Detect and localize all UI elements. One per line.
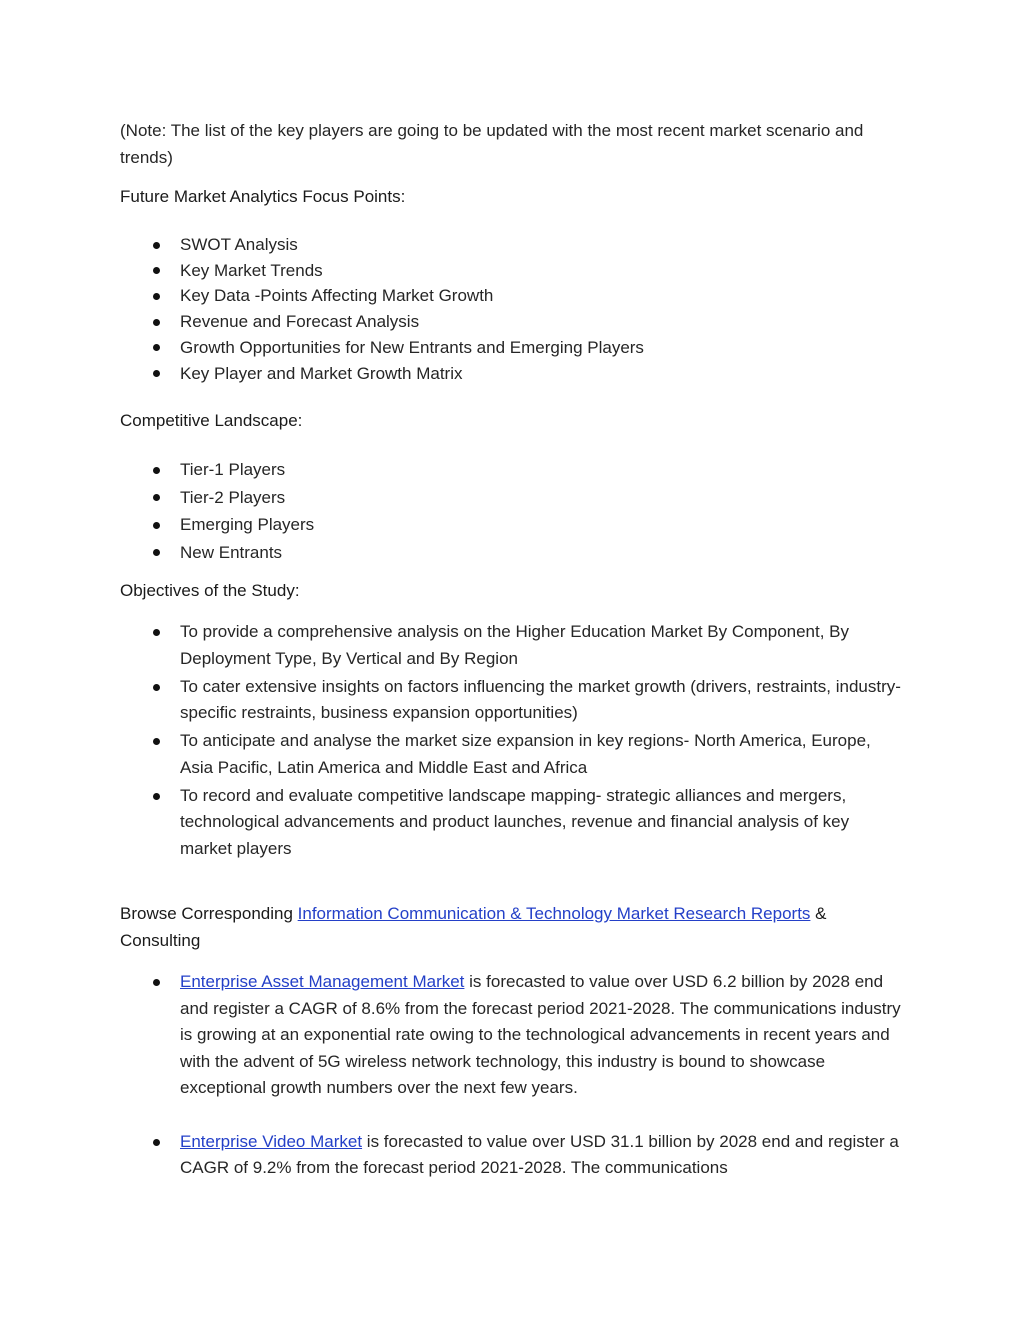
list-item: To anticipate and analyse the market size expansion in key regions- North America, Europe, Asia Pacific, Latin America and Middle East and Africa bbox=[120, 728, 905, 781]
competitive-heading: Competitive Landscape: bbox=[120, 411, 303, 431]
list-item: New Entrants bbox=[120, 539, 905, 567]
list-item: Revenue and Forecast Analysis bbox=[120, 309, 905, 335]
bullet-icon bbox=[153, 293, 160, 300]
bullet-icon bbox=[153, 738, 160, 745]
list-item: Emerging Players bbox=[120, 511, 905, 539]
list-item: Key Market Trends bbox=[120, 258, 905, 284]
list-item: To record and evaluate competitive landscape mapping- strategic alliances and mergers, technological advancements and product launches, revenue and financial analysis of key market players bbox=[120, 783, 905, 863]
list-item: Enterprise Asset Management Market is forecasted to value over USD 6.2 billion by 2028 end and register a CAGR of 8.6% from the forecast period 2021-2028. The communications industry is growing at an exponential rate owing to the technological advancements in recent years and with the advent of 5G wireless network technology, this industry is bound to showcase exceptional growth numbers over the next few years. bbox=[120, 969, 905, 1102]
list-item: Growth Opportunities for New Entrants and Emerging Players bbox=[120, 335, 905, 361]
enterprise-video-link[interactable]: Enterprise Video Market bbox=[180, 1131, 363, 1151]
bullet-icon bbox=[153, 344, 160, 351]
browse-heading: Browse Corresponding Information Communication & Technology Market Research Reports & Consulting bbox=[120, 904, 827, 950]
list-item: SWOT Analysis bbox=[120, 232, 905, 258]
objectives-list bbox=[120, 619, 905, 862]
enterprise-asset-management-link[interactable]: Enterprise Asset Management Market bbox=[180, 972, 465, 992]
bullet-icon bbox=[153, 1139, 160, 1146]
bullet-icon bbox=[153, 370, 160, 377]
bullet-icon bbox=[153, 629, 160, 636]
bullet-icon bbox=[153, 494, 160, 501]
bullet-icon bbox=[153, 467, 160, 474]
bullet-icon bbox=[153, 684, 160, 691]
focus-list bbox=[120, 232, 905, 386]
objectives-heading: Objectives of the Study: bbox=[120, 581, 300, 601]
list-item: To provide a comprehensive analysis on the Higher Education Market By Component, By Deployment Type, By Vertical and By Region bbox=[120, 619, 905, 672]
bullet-icon bbox=[153, 522, 160, 529]
list-item: Key Player and Market Growth Matrix bbox=[120, 361, 905, 387]
list-item: To cater extensive insights on factors influencing the market growth (drivers, restraints, industry-specific restraints, business expansion opportunities) bbox=[120, 674, 905, 727]
browse-list bbox=[120, 969, 905, 1182]
list-item: Tier-1 Players bbox=[120, 456, 905, 484]
ict-reports-link[interactable]: Information Communication & Technology Market Research Reports bbox=[297, 904, 811, 924]
bullet-icon bbox=[153, 549, 160, 556]
note-paragraph: (Note: The list of the key players are going to be updated with the most recent market scenario and trends) bbox=[120, 121, 864, 167]
bullet-icon bbox=[153, 319, 160, 326]
competitive-list bbox=[120, 456, 905, 566]
list-item: Key Data -Points Affecting Market Growth bbox=[120, 283, 905, 309]
bullet-icon bbox=[153, 267, 160, 274]
bullet-icon bbox=[153, 793, 160, 800]
bullet-icon bbox=[153, 242, 160, 249]
bullet-icon bbox=[153, 979, 160, 986]
focus-heading: Future Market Analytics Focus Points: bbox=[120, 187, 406, 206]
list-item: Enterprise Video Market is forecasted to value over USD 31.1 billion by 2028 end and register a CAGR of 9.2% from the forecast period 2021-2028. The communications bbox=[120, 1129, 905, 1182]
list-item: Tier-2 Players bbox=[120, 484, 905, 512]
document-page bbox=[120, 118, 905, 1182]
